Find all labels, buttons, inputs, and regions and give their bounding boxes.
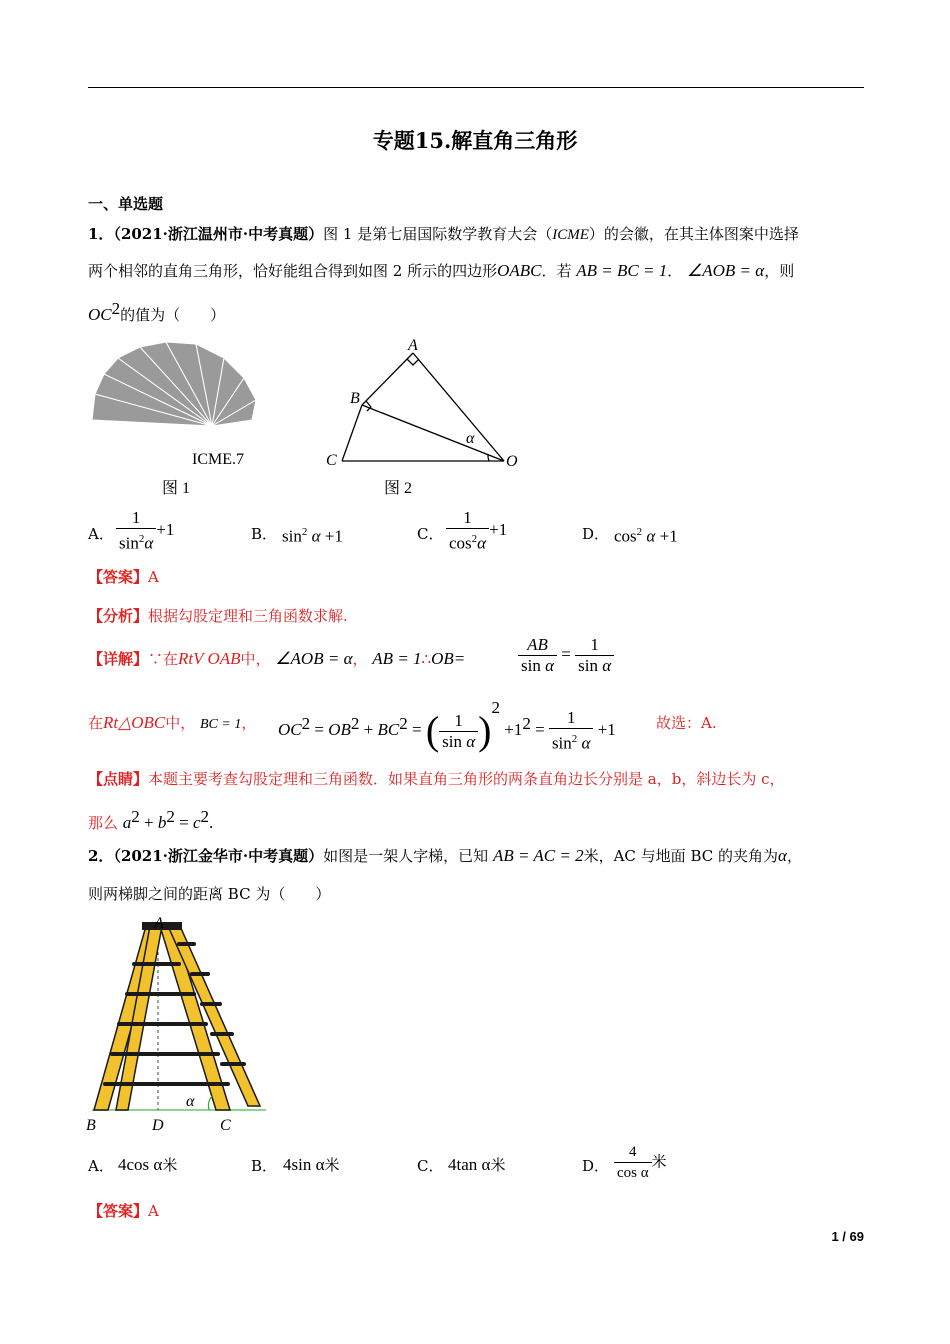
q1-answer: 【答案】A (88, 568, 159, 586)
q1-option-b[interactable]: B． (251, 525, 278, 543)
fig2-caption: 图 2 (384, 480, 413, 497)
page-title: 专题15.解直角三角形 (372, 128, 578, 153)
q1-line2: 两个相邻的直角三角形，恰好能组合得到如图 2 所示的四边形OABC．若 AB = BC = 1． ∠AOB = α，则 (88, 261, 795, 280)
q1-detail-line2: 在Rt△OBC中， BC = 1， $OC^2 = OB^2 + BC^2$ = ( $\frac{1}{\text{sin α}}$ )$^2 +1^2$ = $\frac{1}{\sin^2 \alpha}$ +1 故选：A. (88, 698, 717, 753)
point-a-label: A (408, 337, 418, 354)
q2-option-a-expr: 4cos α米 (118, 1155, 178, 1174)
ladder-point-d: D (152, 1117, 164, 1134)
q1-line3: $OC^2$的值为（ ） (88, 299, 226, 324)
q1-line1: 1．（2021·浙江温州市·中考真题）图 1 是第七届国际数学教育大会（ICME）的会徽，在其主体图案中选择 (88, 225, 799, 243)
q1-option-d-expr: $\cos^2 \alpha +1$ (614, 526, 678, 546)
q1-analysis: 【分析】根据勾股定理和三角函数求解. (88, 607, 348, 625)
q2-option-c[interactable]: C． (417, 1157, 444, 1175)
figure-1-icme-logo (92, 338, 267, 503)
q2-option-d[interactable]: D． (582, 1157, 610, 1175)
header-rule (88, 87, 864, 88)
fig1-label: ICME.7 (192, 451, 244, 468)
alpha-label: α (466, 430, 475, 447)
fig1-caption: 图 1 (162, 480, 191, 497)
q1-option-c-expr: $\frac{1}{\cos^2\alpha}$ +1 (446, 508, 507, 554)
ladder-point-a: A (154, 915, 164, 932)
q1-option-d[interactable]: D． (582, 525, 610, 543)
q1-comment-2: 那么 $a^2 + b^2 = c^2$. (88, 807, 214, 832)
q1-detail-line1: 【详解】∵在RtV OAB中， ∠AOB = α， AB = 1∴OB= $\frac{AB}{\text{sin α}}$ = $\frac{1}{\text{sin α}}$ (88, 635, 868, 685)
ladder-alpha: α (186, 1093, 195, 1110)
ladder-point-c: C (220, 1117, 231, 1134)
q2-line1: 2．（2021·浙江金华市·中考真题）如图是一架人字梯，已知 AB = AC = 2米，AC 与地面 BC 的夹角为α， (88, 846, 802, 865)
q1-option-b-expr: $\sin^2 \alpha +1$ (282, 526, 343, 546)
q2-option-b[interactable]: B． (251, 1157, 278, 1175)
q2-option-c-expr: 4tan α米 (448, 1155, 506, 1174)
page-number: 1 / 69 (831, 1229, 864, 1244)
q2-answer: 【答案】A (88, 1202, 159, 1220)
q2-options (88, 1142, 868, 1190)
point-b-label: B (350, 390, 360, 407)
q1-comment: 【点睛】本题主要考查勾股定理和三角函数．如果直角三角形的两条直角边长分别是 a，b，斜边长为 c， (88, 770, 785, 788)
q1-option-c[interactable]: C． (417, 525, 444, 543)
point-c-label: C (326, 452, 337, 469)
point-o-label: O (506, 453, 518, 470)
section-heading: 一、单选题 (88, 195, 164, 213)
q1-option-a[interactable]: A． (88, 525, 114, 543)
q2-option-a[interactable]: A． (88, 1157, 114, 1175)
ladder-point-b: B (86, 1117, 96, 1134)
q1-options (88, 508, 868, 558)
figure-ladder (84, 914, 274, 1136)
q2-option-d-expr: $\frac{4}{\text{cos α}}$ 米 (614, 1142, 667, 1183)
figure-2-quadrilateral (318, 333, 538, 503)
q1-option-a-expr: $\frac{1}{\sin^2\alpha}$ +1 (116, 508, 174, 554)
q2-option-b-expr: 4sin α米 (283, 1155, 340, 1174)
q2-line2: 则两梯脚之间的距离 BC 为（ ） (88, 885, 331, 903)
